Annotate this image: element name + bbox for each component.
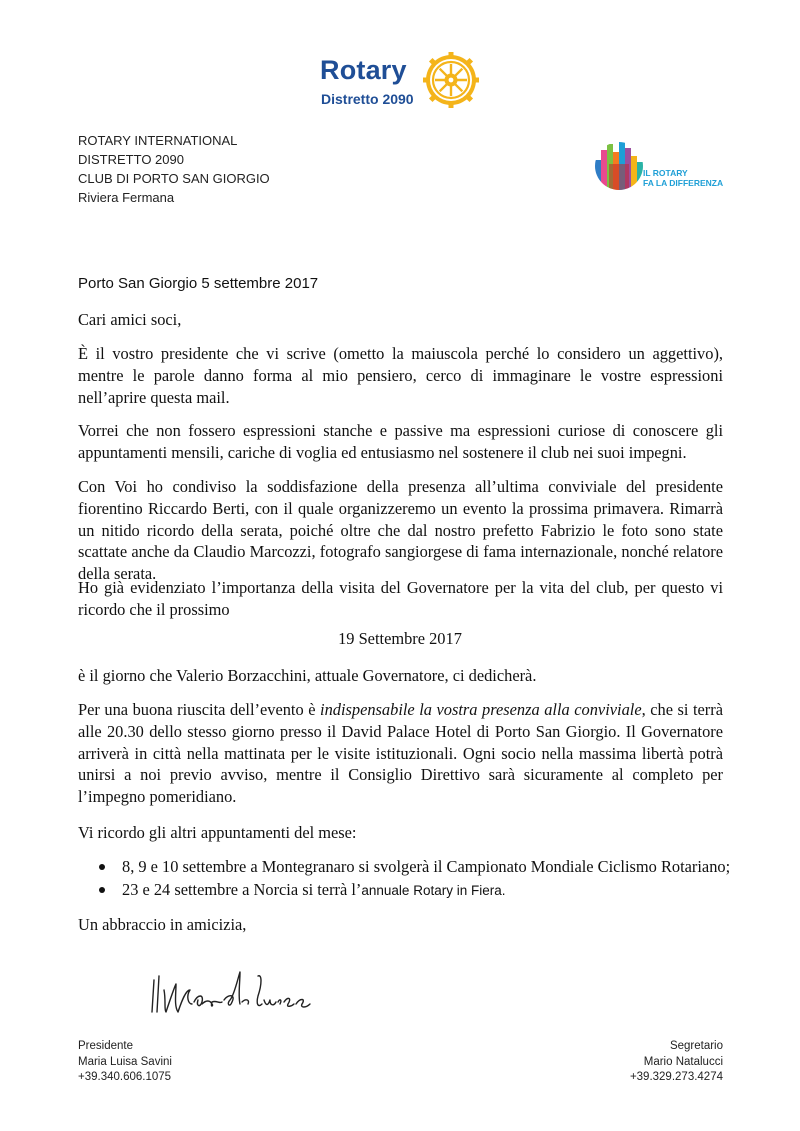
highlight-date: 19 Settembre 2017 (338, 629, 462, 648)
address-line-area: Riviera Fermana (78, 190, 175, 205)
appointment-tail: annuale Rotary in Fiera. (361, 883, 506, 898)
theme-logo (594, 130, 744, 202)
paragraph-other-appointments: Vi ricordo gli altri appuntamenti del mese: (78, 823, 357, 842)
list-item (78, 856, 738, 879)
list-item (78, 879, 738, 902)
appointment-lead: 23 e 24 settembre a Norcia si terrà l’ (122, 880, 362, 899)
appointment-text (122, 879, 505, 902)
letter-date: Porto San Giorgio 5 settembre 2017 (78, 275, 319, 292)
address-line-org: ROTARY INTERNATIONAL (78, 133, 238, 148)
rotary-district-logo (318, 52, 488, 114)
bullet-icon (99, 864, 105, 870)
paragraph-governor-visit: Ho già evidenziato l’importanza della visita del Governatore per la vita del club, per questo vi ricordo che il prossimo (78, 578, 723, 619)
paragraph-wishes: Vorrei che non fossero espressioni stanche e passive ma espressioni curiose di conoscere gli appuntamenti mensili, cariche di voglia ed entusiasmo nel sostenere il club nei suoi impegni. (78, 421, 723, 462)
event-details-rest: , che si terrà alle 20.30 dello stesso giorno presso il David Palace Hotel di Porto San Giorgio. Il Governatore arriverà in città nella mattinata per le visite istituzionali. Ogni socio nella massima libertà potrà unirsi a noi previo avviso, mentre il Consiglio Direttivo sarà sicuramente al completo per l’impegno pomeridiano. (78, 700, 724, 807)
president-signature-block (78, 1039, 172, 1086)
rotary-wheel-icon (423, 52, 479, 108)
president-role: Presidente (78, 1040, 133, 1052)
event-details-emphasis: indispensabile la vostra presenza alla conviviale (320, 700, 642, 719)
address-line-club: CLUB DI PORTO SAN GIORGIO (78, 171, 270, 186)
secretary-phone: +39.329.273.4274 (629, 1071, 723, 1083)
club-address-block (78, 131, 270, 207)
logo-district-label: Distretto 2090 (321, 91, 414, 107)
address-line-district: DISTRETTO 2090 (78, 152, 184, 167)
salutation: Cari amici soci, (78, 310, 182, 329)
closing: Un abbraccio in amicizia, (78, 915, 247, 934)
paragraph-event-details (78, 699, 723, 808)
theme-tagline-line1: IL ROTARY (643, 168, 688, 178)
president-name: Maria Luisa Savini (78, 1055, 172, 1068)
secretary-role: Segretario (669, 1040, 723, 1052)
appointment-text: 8, 9 e 10 settembre a Montegranaro si svolgerà il Campionato Mondiale Ciclismo Rotariano; (122, 857, 731, 876)
secretary-name: Mario Natalucci (643, 1055, 723, 1068)
paragraph-governor-name: è il giorno che Valerio Borzacchini, attuale Governatore, ci dedicherà. (78, 666, 537, 685)
secretary-signature-block (630, 1039, 723, 1086)
theme-tagline-line2: FA LA DIFFERENZA (643, 178, 724, 188)
bullet-icon (99, 887, 105, 893)
paragraph-conviviale: Con Voi ho condiviso la soddisfazione della presenza all’ultima conviviale del presidente fiorentino Riccardo Berti, con il quale organizzeremo un evento la prossima primavera. Rimarrà un nitido ricordo della serata, poiché oltre che dal nostro prefetto Fabrizio le foto sono state scattate anche da Claudio Marcozzi, fotografo sangiorgese di fama internazionale, nonché relatore della serata. (78, 477, 723, 584)
logo-wordmark: Rotary (320, 55, 407, 85)
theme-tagline (643, 168, 723, 188)
appointments-list (78, 856, 738, 902)
theme-emblem-icon (594, 130, 644, 202)
event-details-lead: Per una buona riuscita dell’evento è (78, 700, 321, 719)
paragraph-intro: È il vostro presidente che vi scrive (ometto la maiuscola perché lo considero un aggettivo), mentre le parole danno forma al mio pensiero, cerco di immaginare le vostre espressioni nell’aprire questa mail. (78, 344, 723, 407)
handwritten-signature (140, 960, 320, 1020)
president-phone: +39.340.606.1075 (78, 1071, 172, 1083)
